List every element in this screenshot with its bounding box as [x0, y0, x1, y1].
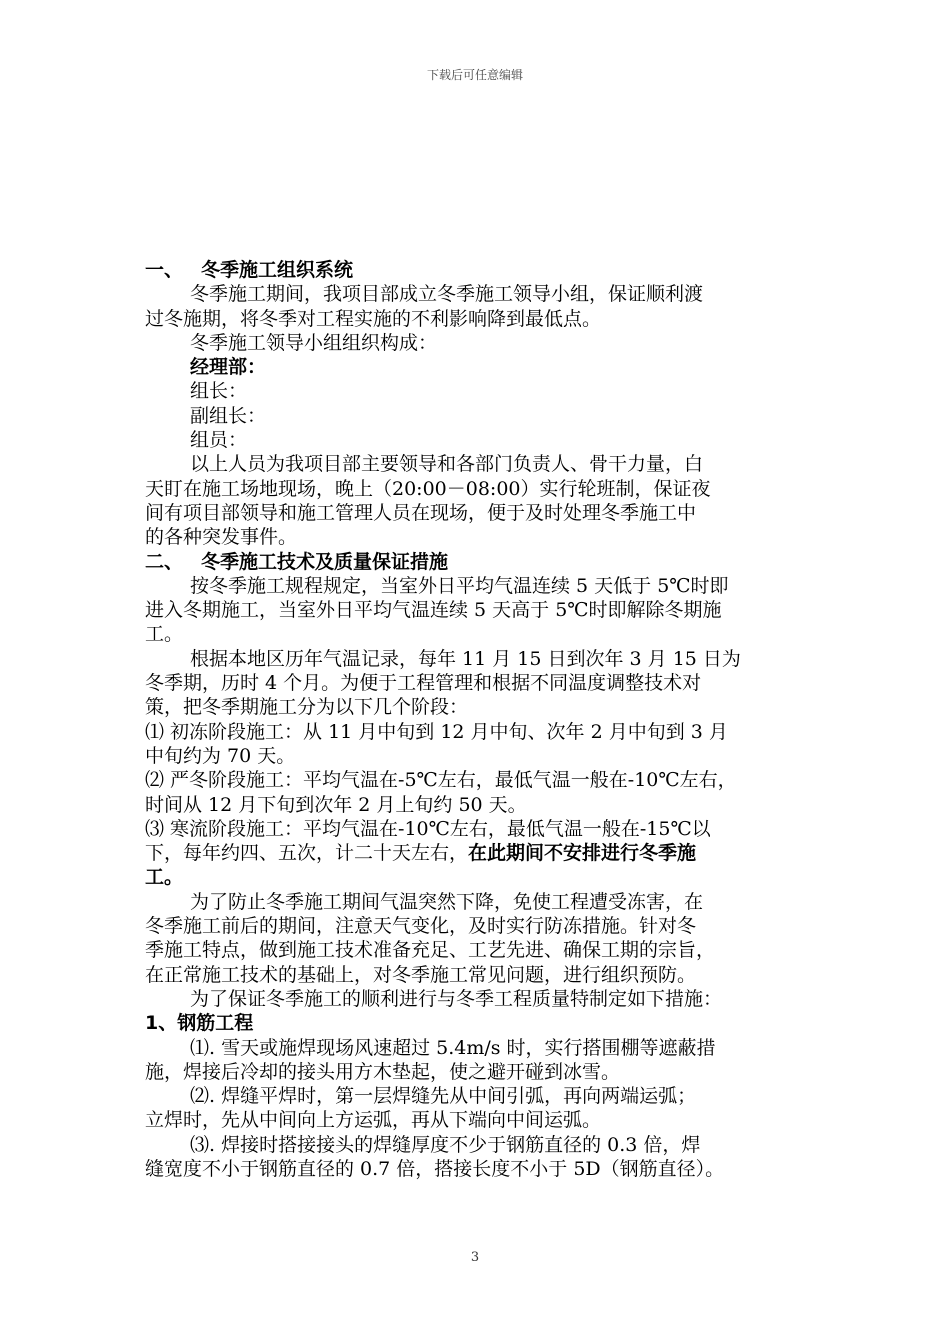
leader-label: 组长：: [190, 380, 248, 403]
paragraph-line: 冬季施工前后的期间，注意天气变化，及时实行防冻措施。针对冬: [145, 915, 697, 938]
paragraph-line: 进入冬期施工，当室外日平均气温连续 5 天高于 5℃时即解除冬期施: [145, 599, 722, 622]
paragraph-line: 过冬施期，将冬季对工程实施的不利影响降到最低点。: [145, 307, 602, 330]
paragraph-line: 冬季施工期间，我项目部成立冬季施工领导小组，保证顺利渡: [190, 283, 704, 306]
stage-emphasis: 在此期间不安排进行冬季施: [468, 842, 697, 865]
paragraph-line: 为了防止冬季施工期间气温突然下降，免使工程遭受冻害，在: [190, 890, 704, 913]
page-number: 3: [470, 1250, 480, 1265]
paragraph-line: 缝宽度不小于钢筋直径的 0.7 倍，搭接长度不小于 5D（钢筋直径）。: [145, 1157, 725, 1180]
paragraph-line: 按冬季施工规程规定，当室外日平均气温连续 5 天低于 5℃时即: [190, 574, 729, 597]
stage-item-1: ⑴ 初冻阶段施工：从 11 月中旬到 12 月中旬、次年 2 月中旬到 3 月: [145, 720, 728, 743]
section-title: 冬季施工组织系统: [201, 259, 354, 281]
paragraph-line: [145, 841, 815, 865]
paragraph-line: 根据本地区历年气温记录，每年 11 月 15 日到次年 3 月 15 日为: [190, 647, 741, 670]
paragraph-line: 以上人员为我项目部主要领导和各部门负责人、骨干力量，白: [190, 453, 704, 476]
section-title: 冬季施工技术及质量保证措施: [201, 550, 449, 573]
stage-emphasis: 工。: [145, 866, 184, 889]
paragraph-line: 施，焊接后冷却的接头用方木垫起，使之避开碰到冰雪。: [145, 1060, 621, 1083]
paragraph-line: 工。: [145, 623, 184, 646]
paragraph-line: 冬季期，历时 4 个月。为便于工程管理和根据不同温度调整技术对: [145, 672, 702, 695]
paragraph-line: 中旬约为 70 天。: [145, 744, 296, 767]
paragraph-line: 天盯在施工场地现场，晚上（20:00－08:00）实行轮班制，保证夜: [145, 477, 711, 500]
paragraph-line: 策，把冬季期施工分为以下几个阶段：: [145, 696, 469, 719]
members-label: 组员：: [190, 429, 248, 452]
page-header: 下载后可任意编辑: [426, 68, 523, 82]
measure-item-2: ⑵. 焊缝平焊时，第一层焊缝先从中间引弧，再向两端运弧；: [190, 1085, 697, 1108]
paragraph-line: 的各种突发事件。: [145, 526, 298, 549]
stage-text: 下，每年约四、五次，计二十天左右，: [145, 842, 469, 865]
measure-item-1: ⑴. 雪天或施焊现场风速超过 5.4m/s 时，实行搭围棚等遮蔽措: [190, 1036, 716, 1059]
paragraph-line: 为了保证冬季施工的顺利进行与冬季工程质量特制定如下措施：: [190, 987, 723, 1010]
measure-item-3: ⑶. 焊接时搭接接头的焊缝厚度不少于钢筋直径的 0.3 倍，焊: [190, 1133, 701, 1156]
stage-item-2: ⑵ 严冬阶段施工：平均气温在-5℃左右，最低气温一般在-10℃左右，: [145, 769, 737, 792]
section-heading-2: [145, 550, 815, 574]
paragraph-line: 冬季施工领导小组组织构成：: [190, 331, 438, 354]
paragraph-line: 在正常施工技术的基础上，对冬季施工常见问题，进行组织预防。: [145, 963, 697, 986]
paragraph-line: 时间从 12 月下旬到次年 2 月上旬约 50 天。: [145, 793, 527, 816]
document-body: [145, 258, 815, 1181]
paragraph-line: 立焊时，先从中间向上方运弧，再从下端向中间运弧。: [145, 1109, 602, 1132]
paragraph-line: 间有项目部领导和施工管理人员在现场，便于及时处理冬季施工中: [145, 501, 697, 524]
department-label: 经理部：: [190, 356, 267, 379]
paragraph-line: 季施工特点，做到施工技术准备充足、工艺先进、确保工期的宗旨，: [145, 939, 716, 962]
subsection-heading: 1、钢筋工程: [145, 1012, 254, 1035]
section-heading-1: [145, 258, 815, 282]
section-number: 二、: [145, 550, 184, 573]
vice-leader-label: 副组长：: [190, 404, 267, 427]
section-number: 一、: [145, 259, 184, 281]
stage-item-3: ⑶ 寒流阶段施工：平均气温在-10℃左右，最低气温一般在-15℃以: [145, 817, 711, 840]
